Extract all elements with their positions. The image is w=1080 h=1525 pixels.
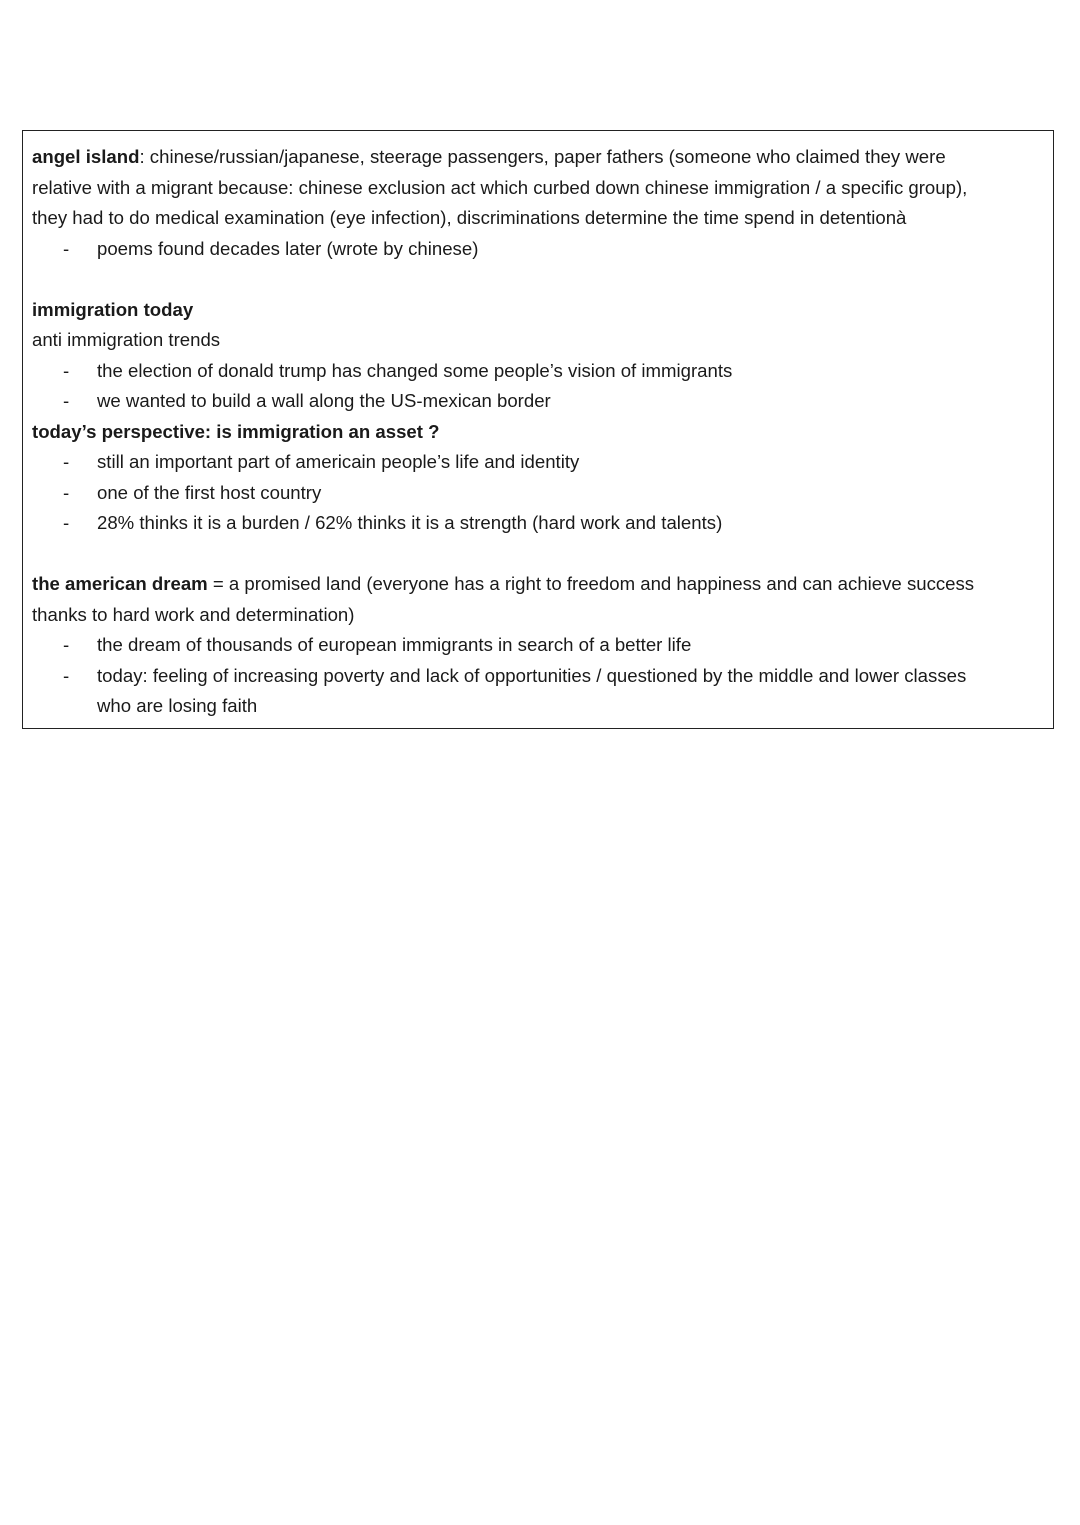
bullet-dash: - [63, 451, 70, 472]
bullet-text: today: feeling of increasing poverty and lack of opportunities / questioned by the middle and lower classes [97, 664, 967, 686]
angel-island-line-2: relative with a migrant because: chinese exclusion act which curbed down chinese immigration / a specific group), [32, 176, 968, 198]
bullet-dash: - [63, 237, 70, 259]
notes-box [22, 130, 1054, 729]
perspective-bullet-1 [32, 447, 1053, 478]
bullet-text: we wanted to build a wall along the US-mexican border [97, 390, 551, 411]
perspective-bullet-2 [32, 478, 1053, 509]
american-dream-bullet-1 [32, 630, 1053, 661]
bullet-dash: - [63, 481, 70, 503]
american-dream-bullet-2 [32, 661, 1053, 692]
angel-island-bullet-1 [32, 234, 1053, 265]
perspective-bullet-3 [32, 508, 1053, 539]
bullet-text: one of the first host country [97, 481, 322, 503]
section-gap [32, 539, 1053, 570]
bullet-text: 28% thinks it is a burden / 62% thinks it is a strength (hard work and talents) [97, 512, 723, 533]
bullet-text: still an important part of americain people’s life and identity [97, 451, 580, 472]
immigration-today-bullet-1 [32, 356, 1053, 387]
bullet-text: the election of donald trump has changed some people’s vision of immigrants [97, 359, 733, 381]
angel-island-line-1 [32, 142, 1053, 173]
bullet-dash: - [63, 359, 70, 381]
angel-island-line-3: they had to do medical examination (eye infection), discriminations determine the time spend in detentionà [32, 207, 907, 228]
immigration-today-bullet-2 [32, 386, 1053, 417]
bullet-dash: - [63, 634, 70, 655]
angel-island-heading: angel island [32, 146, 140, 167]
perspective-heading: today’s perspective: is immigration an asset ? [32, 420, 440, 442]
american-dream-line-2: thanks to hard work and determination) [32, 603, 355, 625]
bullet-text: poems found decades later (wrote by chinese) [97, 237, 479, 259]
bullet-text: the dream of thousands of european immigrants in search of a better life [97, 634, 692, 655]
american-dream-heading: the american dream [32, 573, 208, 594]
immigration-today-subheading: anti immigration trends [32, 329, 221, 350]
bullet-dash: - [63, 512, 70, 533]
american-dream-line-1 [32, 569, 1053, 600]
bullet-dash: - [63, 664, 70, 686]
bullet-dash: - [63, 390, 70, 411]
american-dream-bullet-2-continuation: who are losing faith [97, 695, 258, 716]
american-dream-text-1: = a promised land (everyone has a right to freedom and happiness and can achieve success [207, 573, 975, 594]
angel-island-text-1: : chinese/russian/japanese, steerage passengers, paper fathers (someone who claimed they were [139, 146, 946, 167]
section-gap [32, 264, 1053, 295]
immigration-today-heading: immigration today [32, 298, 194, 320]
